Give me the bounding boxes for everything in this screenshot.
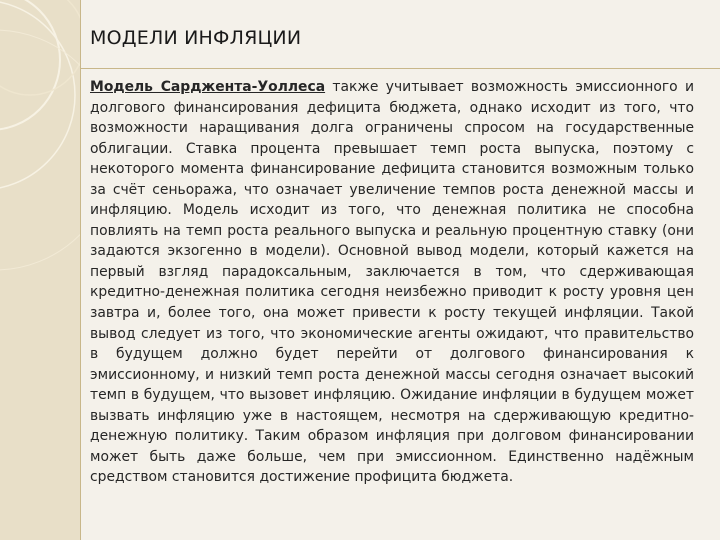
decorative-circle — [0, 0, 80, 95]
decorative-circle — [0, 0, 60, 130]
title-divider — [80, 68, 720, 69]
sidebar-divider — [80, 0, 81, 540]
body-paragraph: также учитывает возможность эмиссионного и долгового финансирования дефицита бюджета, однако исходит из того, что возможности наращивания долга ограничены спросом на государственные облигации. Ставка процента превышает темп роста выпуска, поэтому с некоторого момента финансирование дефицита становится возможным только за счёт сеньоража, что означает увеличение темпов роста денежной массы и инфляцию. Модель исходит из того, что денежная политика не способна повлиять на темп роста реального выпуска и реальную процентную ставку (они задаются экзогенно в модели). Основной вывод модели, который кажется на первый взгляд парадоксальным, заключается в том, что сдерживающая кредитно-денежная политика сегодня неизбежно приводит к росту уровня цен завтра и, более того, она может привести к росту текущей инфляции. Такой вывод следует из того, что экономические агенты ожидают, что правительство в будущем должно будет перейти от долгового финансирования к эмиссионному, и низкий темп роста денежной массы сегодня означает высокий темп в будущем, что вызовет инфляцию. Ожидание инфляции в будущем может вызвать инфляцию уже в настоящем, несмотря на сдерживающую кредитно-денежную политику. Таким образом инфляция при долговом финансировании может быть даже больше, чем при эмиссионном. Единственно надёжным средством становится достижение профицита бюджета. — [90, 79, 694, 486]
decorative-circles-graphic — [0, 0, 80, 540]
decorative-circle — [0, 30, 80, 270]
decorative-sidebar — [0, 0, 80, 540]
slide-title: МОДЕЛИ ИНФЛЯЦИИ — [90, 27, 302, 49]
model-name: Модель Сарджента-Уоллеса — [90, 79, 326, 95]
slide-body-text — [90, 77, 694, 488]
